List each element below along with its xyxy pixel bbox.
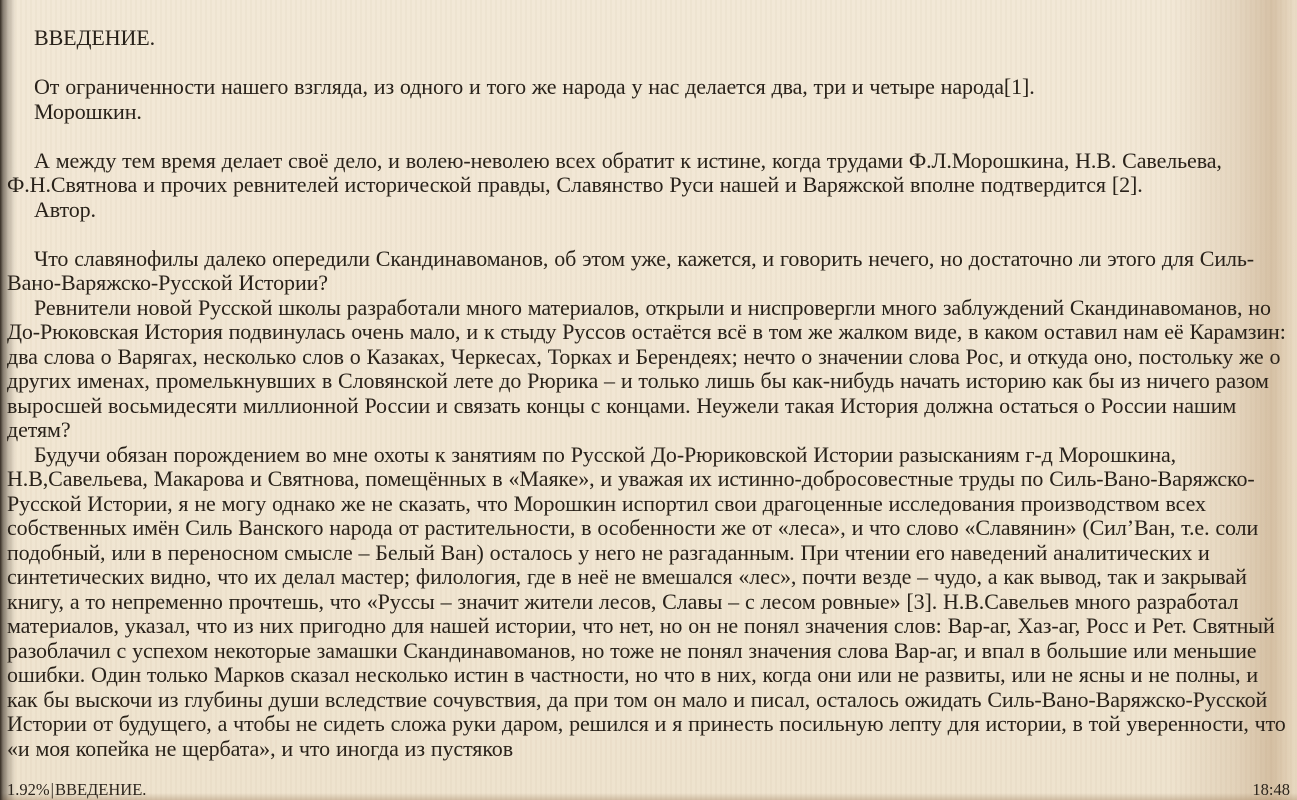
chapter-title: ВВЕДЕНИЕ.	[54, 780, 147, 799]
progress-separator: |	[50, 780, 54, 799]
paragraph: От ограниченности нашего взгляда, из одного и того же народа у нас делается два, три и четыре народа[1].	[34, 74, 1035, 99]
progress-percent: 1.92%	[7, 780, 50, 799]
paragraph	[7, 51, 1288, 76]
paragraph	[7, 222, 1288, 247]
book-text-area[interactable]	[7, 26, 1288, 800]
clock: 18:48	[1252, 780, 1290, 799]
paragraph: Морошкин.	[34, 98, 142, 124]
paragraph: Ревнители новой Русской школы разработали много материалов, открыли и ниспровергли много заблуждений Скандинавоманов, но До-Рюковская История подвинулась очень мало, и к стыду Руссов остаётся всё в том же жалком виде, в каком оставил нам её Карамзин: два слова о Варягах, несколько слов о Казаках, Черкесах, Торках и Берендеях; нечто о значении слова Рос, и откуда оно, постольку же о других именах, промелькнувших в Словянской лете до Рюрика – и только лишь бы как-нибудь начать историю как бы из ничего разом выросшей восьмидесяти миллионной России и связать концы с концами. Неужели такая История должна остаться о России нашим детям?	[7, 294, 1286, 442]
paragraph: Что славянофилы далеко опередили Скандинавоманов, об этом уже, кажется, и говорить нечего, но достаточно ли этого для Силь-Вано-Варяжско-Русской Истории?	[7, 245, 1255, 295]
paragraph: Будучи обязан порождением во мне охоты к занятиям по Русской До-Рюриковской Истории разысканиям г-д Морошкина, Н.В,Савельева, Макарова и Святнова, помещённых в «Маяке», и уважая их истинно-добросовестные труды по Силь-Вано-Варяжско-Русской Истории, я не могу однако же не сказать, что Морошкин испортил свои драгоценные исследования производством всех собственных имён Силь Ванского народа от растительности, в особенности же от «леса», и что слово «Славянин» (Сил’Ван, т.е. соли подобный, или в переносном смысле – Белый Ван) осталось у него не разгаданным. При чтении его наведений аналитических и синтетических видно, что их делал мастер; филология, где в неё не вмешался «лес», почти везде – чудо, а как вывод, так и закрывай книгу, а то непременно прочтешь, что «Руссы – значит жители лесов, Славы – с лесом ровные» [3]. Н.В.Савельев много разработал материалов, указал, что из них пригодно для нашей истории, что нет, но он не понял значения слов: Вар-аг, Хаз-аг, Росс и Рет. Святный разоблачил с успехом некоторые замашки Скандинавоманов, но тоже не понял значения слова Вар-аг, и впал в большие или меньшие ошибки. Один только Марков сказал несколько истин в частности, но что в них, когда они или не развиты, или не ясны и не полны, и как бы выскочи из глубины души вследствие сочувствия, да при том он мало и писал, осталось ожидать Силь-Вано-Варяжско-Русской Истории от будущего, а чтобы не сидеть сложа руки даром, решился и я принесть посильную лепту для истории, в той уверенности, что «и моя копейка не щербата», и что иногда из пустяков	[7, 441, 1286, 761]
paragraph: А между тем время делает своё дело, и волею-неволею всех обратит к истине, когда трудами Ф.Л.Морошкина, Н.В. Савельева, Ф.Н.Святнова и прочих ревнителей исторической правды, Славянство Руси нашей и Варяжской вполне подтвердится [2].	[7, 147, 1222, 197]
reader-status-bar	[7, 780, 1290, 799]
reading-progress	[7, 780, 146, 799]
paragraph: ВВЕДЕНИЕ.	[34, 26, 156, 50]
paragraph	[7, 124, 1288, 149]
paragraph: Автор.	[34, 196, 96, 222]
